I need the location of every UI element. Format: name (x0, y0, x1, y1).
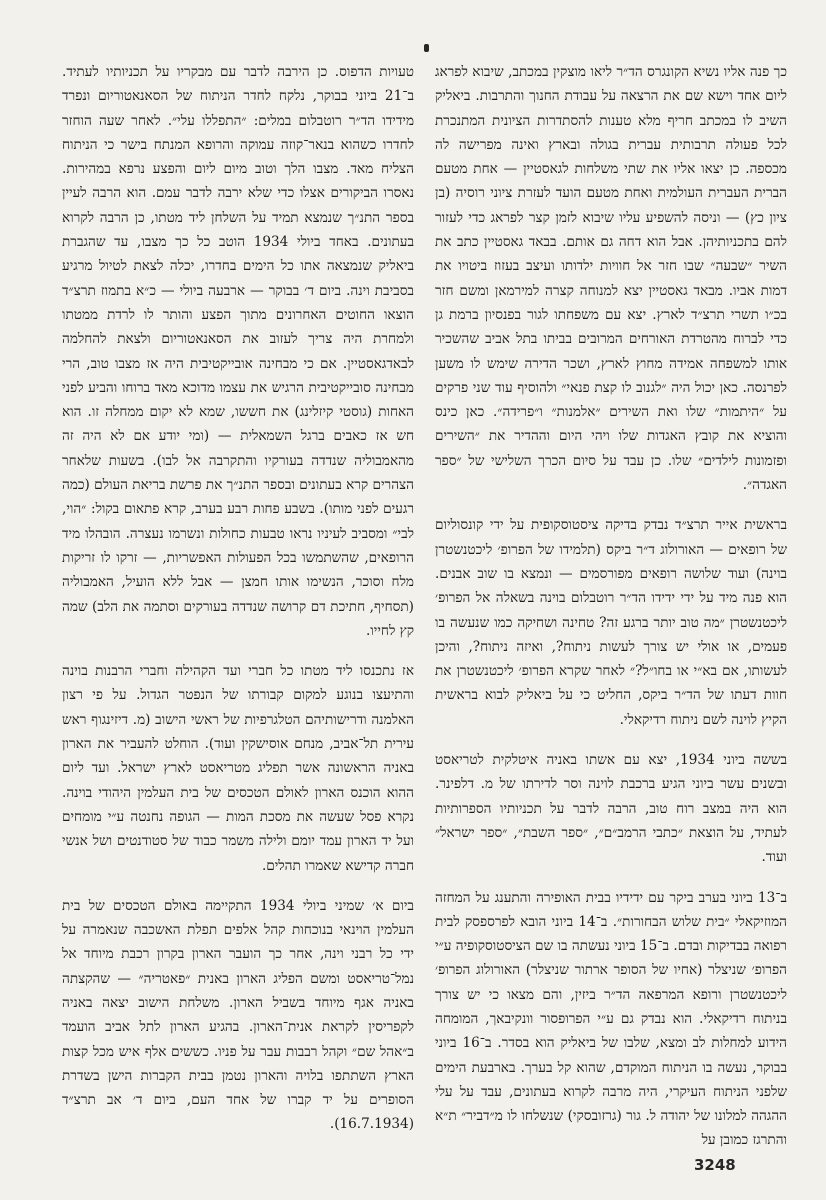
paragraph: אז נתכנסו ליד מטתו כל חברי ועד הקהילה וחברי הרבנות בוינה והתיעצו בנוגע למקום קבורתו של הנפטר הגדול. על פי רצון האלמנה ודרישותיהם הטלגרפיות של ראשי הישוב (מ. דיזינגוף ראש עירית תל־אביב, מנחם אוסישקין ועוד). הוחלט להעביר את הארון באניה הראשונה אשר תפליג מטריאסט לארץ ישראל. ועד ליום ההוא הוכנס הארון לאולם הטכסים של בית העלמין היהודי בוינה. נקרא פסל שעשה את מסכת המות — הגופה נחנטה ע״י מומחים ועל יד הארון עמד יומם ולילה משמר כבוד של סטודנטים ושל אנשי חברה קדישא שאמרו תהלים. (62, 663, 414, 874)
paragraph: ב־13 ביוני בערב ביקר עם ידידיו בבית האופירה והתענג על המחזה המוזיקאלי ״בית שלוש הבחורות״. ב־14 ביוני הובא לפרספסק לבית רפואה בבדיקות ובדם. ב־15 ביוני נעשתה בו שם הציסטוסקופיה ע״י הפרופ׳ שניצלר (אחיו של הסופר ארתור שניצלר) האורולוג הפרופ׳ ליכטנשטרן ורופא המרפאה הד״ר ביזין, והם מצאו כי יש צורך בניתוח רדיקאלי. הוא נבדק גם ע״י הפרופסור וונקיבאך, המומחה הידוע למחלות לב ומצא, שלבו של ביאליק הוא בסדר. ב־16 ביוני בבוקר, נעשה בו הניתוח המוקדם, שהוא קל בערך. בארבעת הימים שלפני הניתוח העיקרי, היה מרבה לקרוא בעתונים, עבד על עלי ההגהה למלונו של יהודה ל. גור (גרזובסקי) שנשלחו לו מ״דביר״ ת״א והתרגז כמובן על (435, 889, 787, 1149)
ink-speck (424, 44, 429, 52)
right-text-column (435, 60, 787, 1170)
paragraph: ביום א׳ שמיני ביולי 1934 התקיימה באולם הטכסים של בית העלמין הוינאי בנוכחות קהל אלפים תפלת האשכבה שנאמרה על ידי כל רבני וינה, אחר כך הועבר הארון בקרון רכבת מיוחד אל נמל־טריאסט ומשם הפליג הארון באנית ״פאטריה״ — שהקצתה באניה אגף מיוחד בשביל הארון. משלחת הישוב יצאה באניה לקפריסין לקראת אנית־הארון. בהגיע הארון לתל אביב הועמד ב״אהל שם״ וקהל רבבות עבר על פניו. כששים אלף איש מכל קצות הארץ השתתפו בלויה והארון נטמן בבית הקברות הישן בשדרת הסופרים על יד קברו של אחד העם, ביום ד׳ אב תרצ״ד (16.7.1934). (62, 897, 414, 1133)
left-text-column (62, 60, 414, 1170)
paragraph: כך פנה אליו נשיא הקונגרס הד״ר ליאו מוצקין במכתב, שיבוא לפראג ליום אחד וישא שם את הרצאה על עבודת החנוך והתרבות. ביאליק השיב לו במכתב חריף מלא טענות להסתדרות הציונית המתנכרת לכל פעולה תרבותית עברית בגולה ובארץ ואינה מפרישה לה מכספה. כן יצאו אליו את שתי משלחות לגאסטיין — אחת מטעם הברית העברית העולמית ואחת מטעם הועד לעזרת ציוני רוסיה (בן ציון כץ) — וניסה להשפיע עליו שיבוא לזמן קצר לפראג כדי לעזור להם בתכניותיהן. אבל הוא דחה גם אותם. בבאד גאסטיין כתב את השיר ״שבעה״ שבו חזר אל חוויות ילדותו ועיצב בעזוז ביטויו את דמות אביו. מבאד גאסטיין יצא למנוחה קצרה למירמאן ומשם חזר בכ״ו תשרי תרצ״ד לארץ. יצא עם משפחתו לגור בפנסיון ברמת גן כדי לברוח מהטרדת האורחים המרובים בביתו בתל אביב שהשכיר אותו למשפחה אמידה מחוץ לארץ, ושכר הדירה שימש לו משען לפרנסה. כאן יכול היה ״לגנוב לו קצת פנאי״ ולהוסיף עוד שני פרקים על ״היתמות״ שלו ואת השירים ״אלמנות״ ו״פרידה״. כאן כינס והוציא את קובץ האגדות שלו ויהי היום וההדיר את ״השירים ופזמונות לילדים״ שלו. כן עבד על סיום הכרך השלישי של ״ספר האגדה״. (435, 64, 787, 494)
paragraph: בששה ביוני 1934, יצא עם אשתו באניה איטלקית לטריאסט ובשנים עשר ביוני הגיע ברכבת לוינה וסר לדירתו של מ. דלפינר. הוא היה במצב רוח טוב, הרבה לדבר על תכניותיו הספרותיות לעתיד, על הוצאת ״כתבי הרמב״ם״, ״ספר השבת״, ״ספר ישראל״ ועוד. (435, 752, 787, 866)
page-number: 3248 (694, 1156, 736, 1174)
paragraph: טעויות הדפוס. כן הירבה לדבר עם מבקריו על תכניותיו לעתיד. ב־21 ביוני בבוקר, נלקח לחדר הניתוח של הסאנאטוריום ונפרד מידידו הד״ר רוטבלום במלים: ״התפללו עלי״. לאחר שעה הוחזר לחדרו כשהוא בנאר־קוזה עמוקה והרופא המנתח בישר כי הניתוח הצליח מאד. מצבו הלך וטוב מיום ליום והפצע נרפא במהירות. נאסרו הביקורים אצלו כדי שלא ירבה לדבר עמם. הוא הרבה לעיין בספר התנ״ך שנמצא תמיד על השלחן ליד מטתו, כן הרבה לקרוא בעתונים. באחד ביולי 1934 הוטב כל כך מצבו, עד שהגברת ביאליק שנמצאה אתו כל הימים בחדרו, יכלה לצאת לטיול מרגיע בסביבת וינה. ביום ד׳ בבוקר — ארבעה ביולי — כ״א בתמוז תרצ״ד הוצאו החוטים האחרונים מתוך הפצע והותר לו לרדת ממטתו ולמחרת היה צריך לעזוב את הסאנאטוריום ולצאת להחלמה לבאדגאסטיין. אם כי מבחינה אובייקטיבית היה אז מצבו טוב, הרי מבחינה סובייקטיבית הרגיש את עצמו מדוכא מאד ברוחו והביע לפני האחות (גוסטי קיזלינג) את חששו, שמא לא יקום ממחלה זו. הוא חש אז כאבים ברגל השמאלית — (ומי יודע אם לא היה זה מהאמבוליה שנדדה בעורקיו והתקרבה אל לבו). בשעות שלאחר הצהרים קרא בעתונים ובספר התנ״ך את פרשת בריאת העולם (כמה רגעים לפני מותו). בשבע פחות רבע בערב, קרא פתאום בקול: ״הוי, לבי״ ומסביב לעיניו נראו טבעות כחולות ונשרמו נעצרה. הובהלו מיד הרופאים, שהשתמשו בכל הפעולות האפשריות, — זרקו לו זריקות מלח וסוכר, הנשימו אותו חמצן — אבל ללא הועיל, האמבוליה (תסחיף, חתיכת דם קרושה שנדדה בעורקים וסתמה את הלב) שמה קץ לחייו. (62, 64, 414, 639)
paragraph: בראשית אייר תרצ״ד נבדק בדיקה ציסטוסקופית על ידי קונסוליום של רופאים — האורולוג ד״ר ביקס (תלמידו של הפרופ׳ ליכטנשטרן בוינה) ועוד שלושה רופאים מפורסמים — ונמצא בו שוב אבנים. הוא פנה מיד על ידי ידידו הד״ר רוטבלום בוינה בשאלה אל הפרופ׳ ליכטנשטרן ״מה טוב יותר ברגע זה? טחינה ושחיקה כמו שנעשה בו פעמים, או אולי יש צורך לעשות ניתוח?, ואיזה ניתוח?, והיכן לעשותו, אם בא״י או בחו״ל?״ לאחר שקרא הפרופ׳ ליכטנשטרן את חוות דעתו של הד״ר ביקס, החליט כי על ביאליק לבוא בראשית הקיץ לוינה לשם ניתוח רדיקאלי. (435, 517, 787, 728)
